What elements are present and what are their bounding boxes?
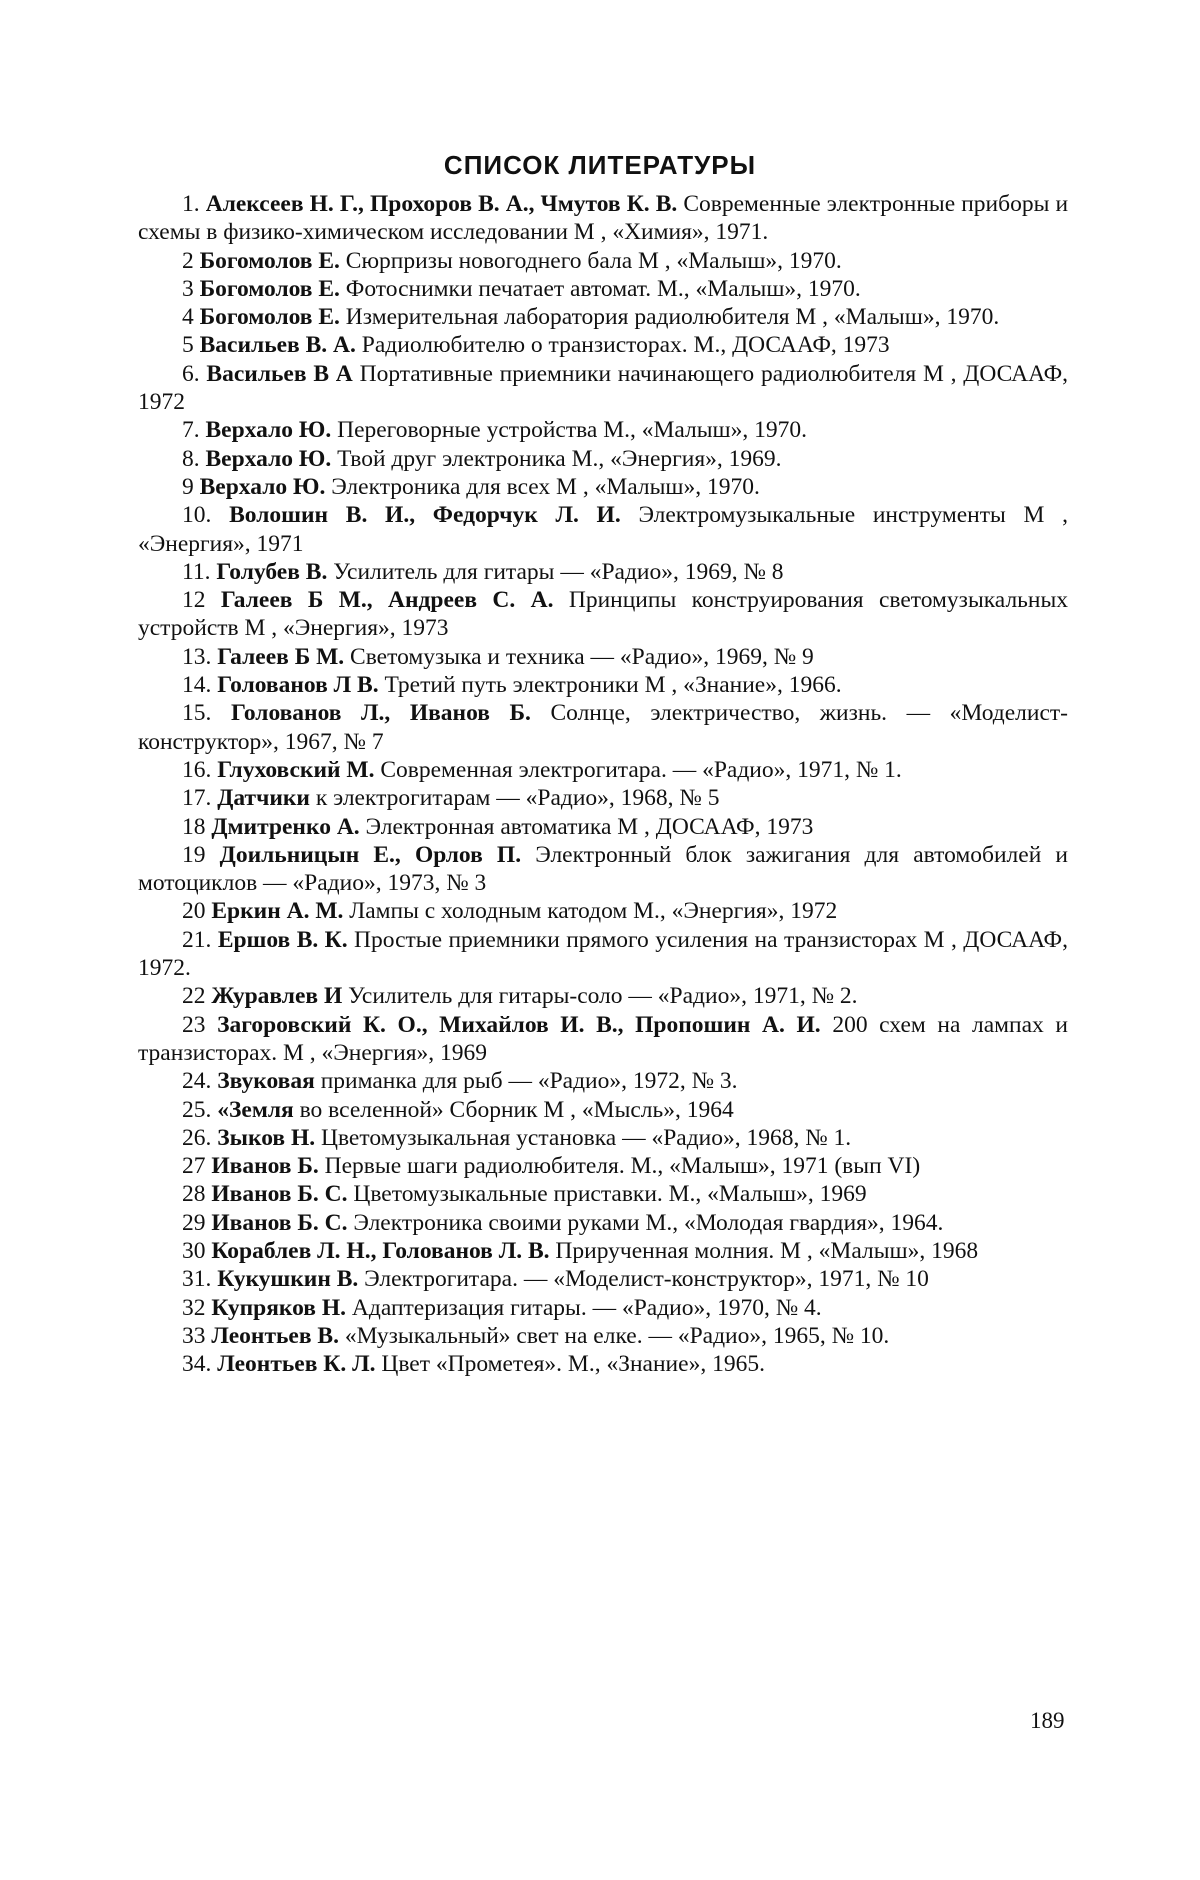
reference-number: 19 (182, 841, 206, 868)
reference-text: Электромузыкальные инструменты М , «Энергия», 1971 (138, 502, 1069, 557)
reference-item (138, 813, 1068, 841)
reference-authors: Галеев Б М. (217, 643, 345, 670)
reference-text: Электронная автоматика М , ДОСААФ, 1973 (365, 813, 814, 840)
reference-number: 25. (182, 1096, 212, 1123)
reference-authors: Загоровский К. О., Михайлов И. В., Пропошин А. И. (217, 1011, 821, 1038)
reference-item (138, 982, 1068, 1010)
reference-number: 30 (182, 1237, 206, 1264)
reference-number: 28 (182, 1181, 206, 1208)
reference-item (138, 1152, 1068, 1180)
reference-item (138, 303, 1068, 331)
reference-text: Переговорные устройства М., «Малыш», 1970. (337, 417, 807, 444)
reference-text: Цветомузыкальная установка — «Радио», 1968, № 1. (321, 1124, 852, 1151)
reference-text: Фотоснимки печатает автомат. М., «Малыш», 1970. (345, 275, 861, 302)
page-number: 189 (1030, 1708, 1065, 1733)
reference-authors: Голованов Л., Иванов Б. (230, 700, 531, 727)
reference-text: Адаптеризация гитары. — «Радио», 1970, № 4. (351, 1294, 822, 1321)
reference-item (138, 360, 1068, 417)
reference-authors: Алексеев Н. Г., Прохоров В. А., Чмутов К. В. (205, 191, 678, 217)
reference-authors: «Земля (217, 1096, 294, 1123)
reference-authors: Доильницын Е., Орлов П. (219, 841, 522, 868)
reference-text: Принципы конструирования светомузыкальных устройств М , «Энергия», 1973 (138, 587, 1069, 642)
reference-text: Сюрпризы новогоднего бала М , «Малыш», 1970. (345, 247, 842, 274)
reference-number: 27 (182, 1153, 206, 1180)
reference-item (138, 926, 1068, 983)
reference-item (138, 416, 1068, 444)
reference-authors: Еркин А. М. (211, 898, 344, 925)
reference-item (138, 501, 1068, 558)
reference-authors: Верхало Ю. (205, 417, 332, 444)
reference-text: Твой друг электроника М., «Энергия», 1969. (337, 445, 782, 472)
reference-text: Лампы с холодным катодом М., «Энергия», 1972 (349, 898, 838, 925)
reference-authors: Голубев В. (216, 558, 328, 585)
reference-number: 13. (182, 643, 212, 670)
reference-authors: Голованов Л В. (217, 672, 379, 699)
reference-authors: Зыков Н. (217, 1124, 316, 1151)
reference-number: 14. (182, 672, 212, 699)
reference-number: 15. (182, 700, 212, 727)
reference-text: Первые шаги радиолюбителя. М., «Малыш», 1971 (вып VI) (324, 1153, 921, 1180)
reference-item (138, 445, 1068, 473)
reference-item (138, 756, 1068, 784)
reference-item (138, 586, 1068, 643)
reference-number: 9 (182, 473, 194, 500)
reference-authors: Иванов Б. (211, 1153, 319, 1180)
reference-authors: Леонтьев К. Л. (217, 1351, 376, 1378)
reference-item (138, 699, 1068, 756)
reference-number: 11. (182, 558, 211, 585)
reference-item (138, 1265, 1068, 1293)
reference-text: Радиолюбителю о транзисторах. М., ДОСААФ, 1973 (361, 332, 890, 359)
reference-item (138, 1011, 1068, 1068)
reference-number: 16. (182, 756, 212, 783)
reference-authors: Купряков Н. (211, 1294, 347, 1321)
reference-item (138, 1209, 1068, 1237)
reference-number: 4 (182, 304, 194, 331)
reference-item (138, 1294, 1068, 1322)
reference-number: 8. (182, 445, 200, 472)
reference-item (138, 275, 1068, 303)
reference-text: к электрогитарам — «Радио», 1968, № 5 (315, 785, 720, 812)
reference-text: Солнце, электричество, жизнь. — «Моделист-конструктор», 1967, № 7 (138, 700, 1069, 755)
reference-number: 7. (182, 417, 200, 444)
reference-authors: Дмитренко А. (211, 813, 360, 840)
reference-authors: Верхало Ю. (199, 473, 326, 500)
reference-text: Простые приемники прямого усиления на транзисторах М , ДОСААФ, 1972. (138, 926, 1068, 982)
reference-item (138, 1096, 1068, 1124)
page-title: СПИСОК ЛИТЕРАТУРЫ (443, 150, 757, 180)
reference-number: 23 (182, 1011, 206, 1038)
reference-number: 32 (182, 1294, 206, 1321)
reference-item (138, 558, 1068, 586)
reference-text: во вселенной» Сборник М , «Мысль», 1964 (299, 1096, 734, 1123)
reference-number: 33 (182, 1322, 206, 1349)
reference-number: 31. (182, 1266, 212, 1293)
reference-item (138, 1180, 1068, 1208)
reference-item (138, 784, 1068, 812)
reference-number: 20 (182, 898, 206, 925)
reference-number: 34. (182, 1351, 212, 1378)
reference-authors: Звуковая (217, 1068, 315, 1095)
reference-number: 5 (182, 332, 194, 359)
reference-item (138, 1067, 1068, 1095)
reference-authors: Датчики (217, 785, 310, 812)
reference-item (138, 331, 1068, 359)
reference-authors: Ершов В. К. (217, 926, 348, 953)
reference-number: 26. (182, 1124, 212, 1151)
reference-authors: Богомолов Е. (199, 304, 340, 331)
reference-text: Прирученная молния. М , «Малыш», 1968 (555, 1237, 979, 1264)
reference-item (138, 671, 1068, 699)
reference-authors: Иванов Б. С. (211, 1209, 348, 1236)
reference-authors: Журавлев И (211, 983, 343, 1010)
reference-authors: Кукушкин В. (217, 1266, 359, 1293)
reference-number: 21. (182, 926, 212, 953)
reference-text: приманка для рыб — «Радио», 1972, № 3. (320, 1068, 738, 1095)
reference-number: 1. (182, 191, 200, 217)
reference-text: Современные электронные приборы и схемы в физико-химическом исследовании М , «Химия», 1971. (138, 191, 1069, 246)
reference-text: 200 схем на лампах и транзисторах. М , «Энергия», 1969 (138, 1011, 1069, 1066)
reference-number: 22 (182, 983, 206, 1010)
reference-number: 29 (182, 1209, 206, 1236)
reference-item (138, 1322, 1068, 1350)
reference-item (138, 247, 1068, 275)
reference-item (138, 841, 1068, 898)
reference-number: 18 (182, 813, 206, 840)
reference-authors: Богомолов Е. (199, 275, 340, 302)
reference-authors: Иванов Б. С. (211, 1181, 348, 1208)
reference-text: «Музыкальный» свет на елке. — «Радио», 1965, № 10. (344, 1322, 890, 1349)
reference-text: Измерительная лаборатория радиолюбителя М , «Малыш», 1970. (345, 304, 1000, 331)
reference-text: Усилитель для гитары-соло — «Радио», 1971, № 2. (348, 983, 858, 1010)
reference-authors: Волошин В. И., Федорчук Л. И. (229, 502, 621, 529)
reference-item (138, 1124, 1068, 1152)
reference-item (138, 190, 1068, 247)
reference-authors: Галеев Б М., Андреев С. А. (220, 587, 554, 614)
reference-item (138, 1350, 1068, 1378)
reference-item (138, 1237, 1068, 1265)
reference-item (138, 643, 1068, 671)
reference-number: 2 (182, 247, 194, 274)
reference-text: Светомузыка и техника — «Радио», 1969, № 9 (350, 643, 814, 670)
reference-authors: Богомолов Е. (199, 247, 340, 274)
reference-text: Цвет «Прометея». М., «Знание», 1965. (381, 1351, 765, 1378)
reference-authors: Кораблев Л. Н., Голованов Л. В. (211, 1237, 550, 1264)
reference-authors: Глуховский М. (217, 756, 375, 783)
reference-text: Третий путь электроники М , «Знание», 1966. (384, 672, 842, 699)
reference-text: Современная электрогитара. — «Радио», 1971, № 1. (380, 756, 902, 783)
reference-number: 3 (182, 275, 194, 302)
reference-number: 6. (182, 360, 200, 387)
reference-authors: Васильев В. А. (199, 332, 356, 359)
reference-item (138, 473, 1068, 501)
reference-text: Электрогитара. — «Моделист-конструктор», 1971, № 10 (364, 1266, 929, 1293)
reference-text: Портативные приемники начинающего радиолюбителя М , ДОСААФ, 1972 (138, 360, 1069, 416)
reference-text: Усилитель для гитары — «Радио», 1969, № 8 (333, 558, 784, 585)
reference-number: 17. (182, 785, 212, 812)
reference-authors: Верхало Ю. (205, 445, 332, 472)
reference-text: Электроника своими руками М., «Молодая гвардия», 1964. (353, 1209, 944, 1236)
reference-item (138, 897, 1068, 925)
reference-list (138, 190, 1068, 1378)
reference-text: Электронный блок зажигания для автомобилей и мотоциклов — «Радио», 1973, № 3 (138, 841, 1069, 897)
reference-text: Цветомузыкальные приставки. М., «Малыш», 1969 (353, 1181, 867, 1208)
reference-number: 10. (182, 502, 212, 529)
reference-number: 24. (182, 1068, 212, 1095)
reference-number: 12 (182, 587, 206, 614)
reference-authors: Васильев В А (206, 360, 353, 387)
reference-text: Электроника для всех М , «Малыш», 1970. (331, 473, 760, 500)
reference-authors: Леонтьев В. (211, 1322, 339, 1349)
